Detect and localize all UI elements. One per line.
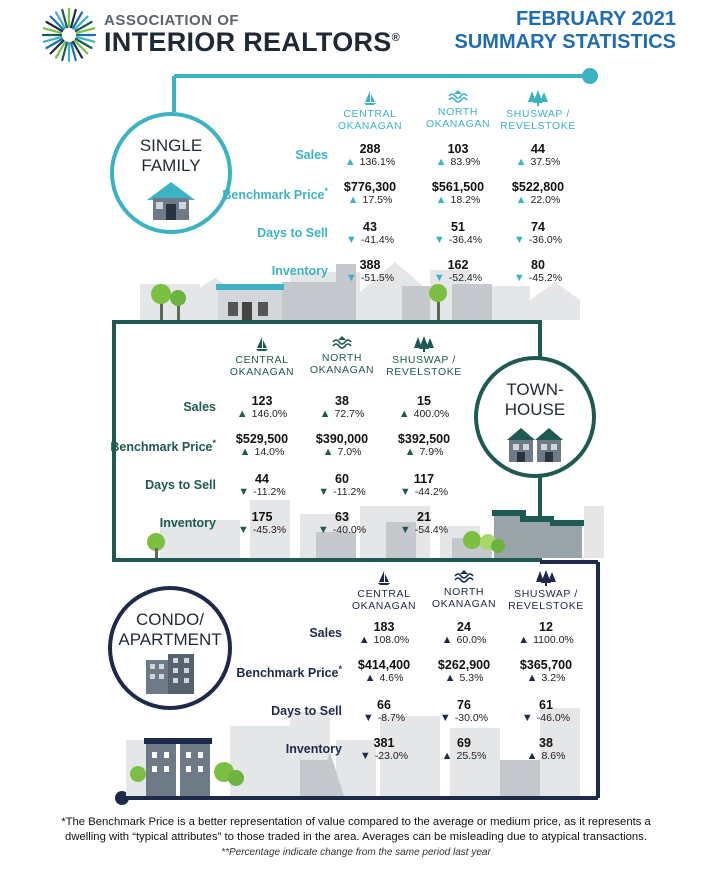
stat-value: 66 (377, 698, 391, 712)
arrow-down-icon: ▼ (359, 750, 371, 762)
condo-days-shuswap-revelstoke (506, 698, 586, 725)
col-header-text: SHUSWAP / (514, 588, 578, 600)
stat-change (424, 672, 504, 685)
arrow-up-icon: ▲ (526, 672, 538, 684)
stat-change-text: 83.9% (450, 156, 481, 168)
stat-change (344, 750, 424, 763)
stat-change-text: 14.0% (254, 446, 285, 458)
row-label-mark: * (212, 438, 216, 448)
townhouse-row-label-days (96, 478, 216, 492)
single-family-inventory-central-okanagan (330, 258, 410, 285)
stat-change (302, 446, 382, 459)
condo-inventory-shuswap-revelstoke (506, 736, 586, 763)
org-name-line2: INTERIOR REALTORS® (104, 27, 401, 57)
col-header-text: NORTH (321, 352, 363, 364)
stat-change-text: -8.7% (377, 712, 406, 724)
stat-value: 381 (373, 736, 395, 750)
col-header-text: CENTRAL (235, 354, 289, 366)
townhouse-icon (503, 424, 567, 464)
row-label-text: Days to Sell (145, 478, 216, 492)
stat-change-text: -54.4% (414, 524, 449, 536)
stat-change (330, 194, 410, 207)
arrow-up-icon: ▲ (344, 156, 356, 168)
stat-value: $522,800 (511, 180, 565, 194)
col-header-text: SHUSWAP / (506, 108, 570, 120)
row-label-text: Inventory (271, 264, 328, 278)
townhouse-title-line2: HOUSE (504, 400, 566, 419)
arrow-up-icon: ▲ (441, 750, 453, 762)
arrow-up-icon: ▲ (515, 194, 527, 206)
stat-value: 123 (251, 394, 273, 408)
stat-change-text: -52.4% (448, 272, 483, 284)
col-header-text: CENTRAL (343, 108, 397, 120)
row-label-mark: * (338, 664, 342, 674)
report-title-sub: SUMMARY STATISTICS (454, 31, 676, 53)
stat-change (506, 634, 586, 647)
single-family-title-line1: SINGLE (139, 136, 203, 155)
townhouse-sales-north-okanagan (302, 394, 382, 421)
arrow-up-icon: ▲ (435, 156, 447, 168)
stat-change-text: 5.3% (459, 672, 484, 684)
single-family-row-label-inventory (208, 264, 328, 278)
stat-value: 51 (451, 220, 465, 234)
stat-change (222, 408, 302, 421)
arrow-up-icon: ▲ (515, 156, 527, 168)
row-label-text: Days to Sell (271, 704, 342, 718)
single-family-benchmark-shuswap-revelstoke (498, 180, 578, 207)
stat-change-text: 72.7% (334, 408, 365, 420)
condo-benchmark-north-okanagan (424, 658, 504, 685)
condo-col-header-shuswap-revelstoke (498, 570, 594, 612)
condo-row-label-benchmark (222, 664, 342, 680)
stat-change-text: 4.6% (379, 672, 404, 684)
stat-value: 38 (335, 394, 349, 408)
stat-change (418, 194, 498, 207)
townhouse-title-line1: TOWN- (506, 380, 564, 399)
trees-icon (498, 570, 594, 586)
stat-value: $262,900 (437, 658, 491, 672)
stat-value: 44 (531, 142, 545, 156)
arrow-up-icon: ▲ (347, 194, 359, 206)
stat-value: 61 (539, 698, 553, 712)
col-header-text: SHUSWAP / (392, 354, 456, 366)
single-family-benchmark-central-okanagan (330, 180, 410, 207)
stat-change (506, 750, 586, 763)
arrow-up-icon: ▲ (364, 672, 376, 684)
stat-change-text: 108.0% (373, 634, 410, 646)
stat-value: 74 (531, 220, 545, 234)
arrow-up-icon: ▲ (319, 408, 331, 420)
footnote-line2: dwelling with “typical attributes” to those traded in the area. Averages can be misleading due to atypical transactions. (65, 831, 647, 843)
condo-row-label-days (222, 704, 342, 718)
stat-change-text: 7.0% (337, 446, 362, 458)
arrow-down-icon: ▼ (521, 712, 533, 724)
arrow-up-icon: ▲ (239, 446, 251, 458)
stat-value: 12 (539, 620, 553, 634)
stat-change-text: -45.2% (528, 272, 563, 284)
arrow-up-icon: ▲ (526, 750, 538, 762)
col-header-text: OKANAGAN (351, 600, 417, 612)
arrow-down-icon: ▼ (345, 272, 357, 284)
stat-change (506, 672, 586, 685)
arrow-up-icon: ▲ (518, 634, 530, 646)
stat-change-text: 1100.0% (533, 634, 574, 646)
sailboat-icon (322, 90, 418, 106)
trees-icon (490, 90, 586, 106)
stat-change-text: 146.0% (251, 408, 288, 420)
stat-change (222, 486, 302, 499)
stat-change (344, 634, 424, 647)
row-label-text: Sales (183, 400, 216, 414)
stat-change-text: -11.2% (253, 486, 286, 498)
stat-change (418, 156, 498, 169)
stat-change (498, 234, 578, 247)
stat-change-text: 37.5% (530, 156, 561, 168)
townhouse-row-label-benchmark (96, 438, 216, 454)
townhouse-days-central-okanagan (222, 472, 302, 499)
condo-sales-central-okanagan (344, 620, 424, 647)
stat-value: 183 (373, 620, 395, 634)
stat-value: 80 (531, 258, 545, 272)
stat-value: $561,500 (431, 180, 485, 194)
single-family-badge (110, 112, 232, 234)
stat-value: 288 (359, 142, 381, 156)
stat-change-text: 400.0% (413, 408, 450, 420)
condo-inventory-central-okanagan (344, 736, 424, 763)
arrow-down-icon: ▼ (237, 524, 249, 536)
stat-value: $776,300 (343, 180, 397, 194)
condo-sales-north-okanagan (424, 620, 504, 647)
condo-title-line1: CONDO/ (136, 610, 204, 629)
townhouse-inventory-shuswap-revelstoke (384, 510, 464, 537)
stat-value: $529,500 (235, 432, 289, 446)
single-family-sales-shuswap-revelstoke (498, 142, 578, 169)
condo-badge (108, 586, 232, 710)
stat-value: 43 (363, 220, 377, 234)
condo-benchmark-central-okanagan (344, 658, 424, 685)
org-name-line1: ASSOCIATION OF (104, 12, 240, 29)
stat-value: 24 (457, 620, 471, 634)
stat-value: $414,400 (357, 658, 411, 672)
footnote (0, 815, 712, 860)
arrow-down-icon: ▼ (345, 234, 357, 246)
house-icon (141, 178, 201, 222)
stat-change-text: -36.4% (448, 234, 483, 246)
stat-change-text: 25.5% (456, 750, 487, 762)
stat-change (330, 156, 410, 169)
stat-change (344, 712, 424, 725)
single-family-col-header-central-okanagan (322, 90, 418, 132)
stat-change (424, 750, 504, 763)
single-family-sales-central-okanagan (330, 142, 410, 169)
townhouse-benchmark-central-okanagan (222, 432, 302, 459)
stat-value: 162 (447, 258, 469, 272)
stat-change (344, 672, 424, 685)
stat-change-text: 17.5% (362, 194, 393, 206)
townhouse-sales-central-okanagan (222, 394, 302, 421)
stat-value: 15 (417, 394, 431, 408)
col-header-text: NORTH (443, 586, 485, 598)
col-header-text: REVELSTOKE (386, 366, 462, 378)
col-header-text: OKANAGAN (431, 598, 497, 610)
condo-title-line2: APARTMENT (118, 630, 222, 649)
condo-row-label-sales (222, 626, 342, 640)
stat-change (384, 408, 464, 421)
row-label-text: Inventory (285, 742, 342, 756)
row-label-mark: * (324, 186, 328, 196)
townhouse-benchmark-shuswap-revelstoke (384, 432, 464, 459)
condo-row-label-inventory (222, 742, 342, 756)
stat-change (424, 712, 504, 725)
stat-change-text: 22.0% (530, 194, 561, 206)
apartment-building-icon (142, 652, 198, 694)
single-family-row-label-days (208, 226, 328, 240)
stat-value: 175 (251, 510, 273, 524)
stat-change (418, 234, 498, 247)
townhouse-sales-shuswap-revelstoke (384, 394, 464, 421)
stat-change (498, 194, 578, 207)
row-label-text: Benchmark Price (110, 440, 213, 455)
stat-change-text: -45.3% (252, 524, 287, 536)
stat-change-text: -11.2% (333, 486, 366, 498)
stat-change (418, 272, 498, 285)
arrow-up-icon: ▲ (398, 408, 410, 420)
single-family-days-north-okanagan (418, 220, 498, 247)
row-label-text: Sales (295, 148, 328, 162)
single-family-benchmark-north-okanagan (418, 180, 498, 207)
single-family-inventory-shuswap-revelstoke (498, 258, 578, 285)
townhouse-badge (474, 356, 596, 478)
row-label-text: Benchmark Price (236, 666, 339, 681)
stat-change (302, 524, 382, 537)
stat-value: 63 (335, 510, 349, 524)
stat-change (498, 272, 578, 285)
stat-change (384, 524, 464, 537)
stat-change (384, 486, 464, 499)
stat-change (302, 486, 382, 499)
arrow-down-icon: ▼ (399, 486, 411, 498)
single-family-inventory-north-okanagan (418, 258, 498, 285)
stat-change (222, 446, 302, 459)
townhouse-col-header-shuswap-revelstoke (376, 336, 472, 378)
townhouse-days-shuswap-revelstoke (384, 472, 464, 499)
stat-change-text: -36.0% (528, 234, 563, 246)
condo-days-central-okanagan (344, 698, 424, 725)
stat-change (506, 712, 586, 725)
trees-icon (376, 336, 472, 352)
stat-change-text: 60.0% (456, 634, 487, 646)
arrow-down-icon: ▼ (238, 486, 250, 498)
footnote-line1: *The Benchmark Price is a better representation of value compared to the average or medium price, as it represents a (61, 816, 651, 828)
stat-value: 76 (457, 698, 471, 712)
stat-change-text: 8.6% (541, 750, 566, 762)
stat-value: $392,500 (397, 432, 451, 446)
single-family-row-label-benchmark (208, 186, 328, 202)
col-header-text: OKANAGAN (309, 364, 375, 376)
stat-change-text: -46.0% (536, 712, 571, 724)
condo-sales-shuswap-revelstoke (506, 620, 586, 647)
stat-value: 69 (457, 736, 471, 750)
arrow-up-icon: ▲ (358, 634, 370, 646)
stat-change-text: -40.0% (332, 524, 367, 536)
stat-change (302, 408, 382, 421)
col-header-text: NORTH (437, 106, 479, 118)
stat-value: 60 (335, 472, 349, 486)
arrow-down-icon: ▼ (513, 272, 525, 284)
condo-benchmark-shuswap-revelstoke (506, 658, 586, 685)
row-label-text: Days to Sell (257, 226, 328, 240)
townhouse-row-label-inventory (96, 516, 216, 530)
stat-change-text: -23.0% (374, 750, 409, 762)
single-family-days-central-okanagan (330, 220, 410, 247)
stat-value: $390,000 (315, 432, 369, 446)
stat-change-text: 136.1% (359, 156, 396, 168)
townhouse-inventory-central-okanagan (222, 510, 302, 537)
stat-change (222, 524, 302, 537)
arrow-up-icon: ▲ (322, 446, 334, 458)
condo-inventory-north-okanagan (424, 736, 504, 763)
col-header-text: OKANAGAN (229, 366, 295, 378)
col-header-text: OKANAGAN (337, 120, 403, 132)
stat-value: 117 (413, 472, 435, 486)
stat-change (498, 156, 578, 169)
row-label-text: Sales (309, 626, 342, 640)
townhouse-row-label-sales (96, 400, 216, 414)
stat-change-text: -41.4% (360, 234, 395, 246)
col-header-text: REVELSTOKE (508, 600, 584, 612)
stat-change (330, 234, 410, 247)
arrow-down-icon: ▼ (433, 234, 445, 246)
arrow-up-icon: ▲ (435, 194, 447, 206)
single-family-row-label-sales (208, 148, 328, 162)
condo-days-north-okanagan (424, 698, 504, 725)
stat-value: 44 (255, 472, 269, 486)
townhouse-days-north-okanagan (302, 472, 382, 499)
stat-change-text: 3.2% (541, 672, 566, 684)
arrow-up-icon: ▲ (236, 408, 248, 420)
col-header-text: CENTRAL (357, 588, 411, 600)
single-family-col-header-shuswap-revelstoke (490, 90, 586, 132)
arrow-down-icon: ▼ (362, 712, 374, 724)
arrow-down-icon: ▼ (318, 486, 330, 498)
col-header-text: OKANAGAN (425, 118, 491, 130)
row-label-text: Benchmark Price (222, 188, 325, 203)
stat-change (330, 272, 410, 285)
stat-value: $365,700 (519, 658, 573, 672)
stat-change-text: -30.0% (454, 712, 489, 724)
single-family-days-shuswap-revelstoke (498, 220, 578, 247)
townhouse-benchmark-north-okanagan (302, 432, 382, 459)
stat-change-text: 7.9% (419, 446, 444, 458)
stat-change-text: 18.2% (450, 194, 481, 206)
arrow-up-icon: ▲ (441, 634, 453, 646)
arrow-up-icon: ▲ (404, 446, 416, 458)
col-header-text: REVELSTOKE (500, 120, 576, 132)
arrow-down-icon: ▼ (439, 712, 451, 724)
stat-change-text: -51.5% (360, 272, 395, 284)
stat-value: 103 (447, 142, 469, 156)
arrow-down-icon: ▼ (513, 234, 525, 246)
townhouse-inventory-north-okanagan (302, 510, 382, 537)
stat-change (424, 634, 504, 647)
report-title-month: FEBRUARY 2021 (515, 8, 676, 30)
arrow-up-icon: ▲ (444, 672, 456, 684)
single-family-sales-north-okanagan (418, 142, 498, 169)
arrow-down-icon: ▼ (433, 272, 445, 284)
stat-value: 21 (417, 510, 431, 524)
row-label-text: Inventory (159, 516, 216, 530)
stat-value: 38 (539, 736, 553, 750)
stat-value: 388 (359, 258, 381, 272)
footnote-line3: **Percentage indicate change from the same period last year (221, 847, 491, 858)
single-family-title-line2: FAMILY (141, 156, 201, 175)
arrow-down-icon: ▼ (317, 524, 329, 536)
stat-change (384, 446, 464, 459)
arrow-down-icon: ▼ (399, 524, 411, 536)
stat-change-text: -44.2% (414, 486, 449, 498)
